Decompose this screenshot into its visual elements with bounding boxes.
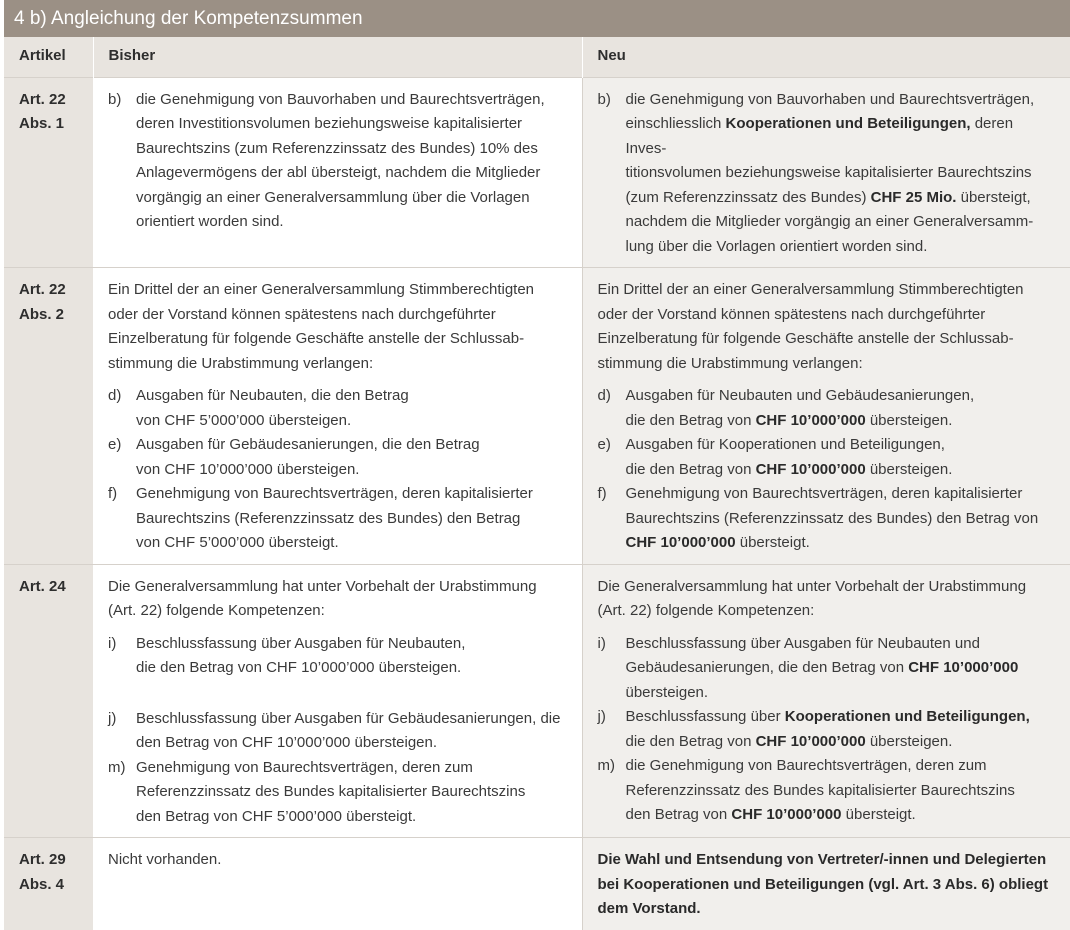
text-line: Die Generalversammlung hat unter Vorbehalt der Urabstimmung	[108, 577, 537, 595]
list-item	[598, 88, 1056, 260]
item-text	[136, 707, 567, 756]
list-item	[108, 88, 567, 235]
list-item	[108, 707, 567, 756]
bisher-cell	[93, 77, 582, 268]
item-marker: b)	[597, 90, 611, 108]
item-text	[626, 433, 1056, 482]
text-line: oder der Vorstand können spätestens nach durchgeführter	[597, 305, 986, 323]
text-span: übersteigen.	[865, 460, 953, 478]
text-span: Beschlussfassung über	[625, 708, 785, 725]
neu-cell	[582, 564, 1070, 838]
text-line: Einzelberatung für folgende Geschäfte anstelle der Schlussab-	[108, 330, 525, 347]
text-span: übersteigen.	[865, 732, 953, 750]
text-line: von CHF 5’000’000 übersteigt.	[136, 534, 339, 551]
article-paragraph: Abs. 2	[19, 305, 65, 323]
emphasis-text: CHF 10’000’000	[755, 411, 866, 429]
item-text	[136, 88, 567, 235]
list-item	[598, 754, 1056, 828]
text-line: Ausgaben für Neubauten, die den Betrag	[136, 387, 409, 404]
text-line: den Betrag von CHF 10’000’000 übersteigen.	[136, 734, 438, 751]
article-paragraph: Abs. 1	[19, 115, 65, 132]
item-marker: j)	[108, 709, 117, 727]
text-line: übersteigen.	[625, 683, 709, 701]
item-text	[626, 754, 1056, 828]
text-line: Ein Drittel der an einer Generalversammlung Stimmberechtigten	[108, 281, 535, 298]
text-line	[626, 531, 1056, 556]
text-line: Referenzzinssatz des Bundes kapitalisierter Baurechtszins	[625, 781, 1015, 799]
item-marker: e)	[108, 436, 122, 453]
item-text	[626, 88, 1056, 260]
text-line	[626, 730, 1056, 755]
text-line	[626, 409, 1056, 434]
list-item	[598, 384, 1056, 433]
article-cell	[4, 77, 93, 268]
list-item	[108, 384, 567, 433]
intro-paragraph	[598, 575, 1056, 624]
text-line	[626, 656, 1056, 681]
item-marker: j)	[597, 708, 606, 725]
text-line: Baurechtszins (Referenzzinssatz des Bundes) den Betrag	[136, 509, 521, 527]
text-line: stimmung die Urabstimmung verlangen:	[597, 354, 863, 372]
item-marker: e)	[597, 436, 611, 453]
text-line: bei Kooperationen und Beteiligungen (vgl. Art. 3 Abs. 6) obliegt	[597, 875, 1049, 893]
item-marker: m)	[597, 757, 615, 774]
table-row	[4, 77, 1070, 268]
intro-paragraph	[108, 278, 567, 376]
item-marker: f)	[597, 485, 607, 502]
bisher-cell	[93, 838, 582, 930]
item-text	[626, 482, 1056, 556]
header-artikel: Artikel	[4, 37, 93, 77]
comparison-table	[4, 37, 1070, 930]
neu-cell	[582, 77, 1070, 268]
article-number: Art. 29	[19, 851, 66, 868]
list-item	[598, 433, 1056, 482]
table-row	[4, 268, 1070, 565]
emphasis-text: Kooperationen und Beteiligungen,	[725, 115, 971, 132]
text-line: Genehmigung von Baurechtsverträgen, deren kapitalisierter	[136, 485, 533, 502]
text-line: von CHF 5’000’000 übersteigen.	[136, 411, 352, 429]
list-item	[598, 482, 1056, 556]
text-line: Anlagevermögens der abl übersteigt, nachdem die Mitglieder	[136, 164, 541, 181]
item-text	[136, 384, 567, 433]
text-line: den Betrag von CHF 5’000’000 übersteigt.	[136, 807, 417, 825]
text-line: Die Generalversammlung hat unter Vorbehalt der Urabstimmung	[597, 577, 1027, 595]
emphasis-text: CHF 10’000’000	[755, 732, 866, 750]
item-text	[626, 632, 1056, 706]
text-span: einschliesslich	[625, 115, 726, 132]
text-line: Ein Drittel der an einer Generalversammlung Stimmberechtigten	[597, 281, 1024, 298]
text-line	[626, 803, 1056, 828]
text-span: übersteigt.	[735, 534, 810, 551]
text-line: von CHF 10’000’000 übersteigen.	[136, 460, 360, 478]
text-span: übersteigen.	[865, 411, 953, 429]
text-line: Genehmigung von Baurechtsverträgen, deren zum	[136, 758, 473, 776]
item-marker: d)	[108, 387, 122, 404]
new-provision-text	[598, 848, 1056, 922]
item-text	[136, 482, 567, 556]
text-span: die den Betrag von	[625, 460, 756, 478]
list-item	[108, 632, 567, 681]
item-marker: b)	[108, 90, 122, 108]
text-line: die Genehmigung von Baurechtsverträgen, deren zum	[625, 757, 987, 774]
text-line: die Genehmigung von Bauvorhaben und Baurechtsverträgen,	[136, 90, 545, 108]
text-line: Beschlussfassung über Ausgaben für Gebäudesanierungen, die	[136, 709, 561, 727]
amendment-table-container	[4, 0, 1070, 930]
neu-cell	[582, 268, 1070, 565]
article-number: Art. 22	[19, 281, 66, 298]
emphasis-text: CHF 10’000’000	[731, 806, 842, 823]
item-marker: i)	[597, 634, 606, 652]
text-line: (Art. 22) folgende Kompetenzen:	[108, 602, 325, 619]
item-marker: d)	[597, 387, 611, 404]
emphasis-text: Kooperationen und Beteiligungen,	[784, 708, 1030, 725]
emphasis-text: CHF 25 Mio.	[870, 188, 957, 206]
text-line: Ausgaben für Gebäudesanierungen, die den Betrag	[136, 436, 480, 453]
table-row	[4, 564, 1070, 838]
text-line: dem Vorstand.	[597, 900, 701, 917]
header-row	[4, 37, 1070, 77]
item-marker: m)	[108, 758, 126, 776]
article-cell	[4, 838, 93, 930]
text-line: Einzelberatung für folgende Geschäfte anstelle der Schlussab-	[597, 330, 1014, 347]
list-item	[108, 433, 567, 482]
item-marker: f)	[108, 485, 118, 502]
intro-paragraph	[598, 278, 1056, 376]
list-item	[108, 756, 567, 830]
emphasis-text: CHF 10’000’000	[625, 534, 736, 551]
text-span: übersteigt,	[956, 188, 1031, 206]
text-line: Beschlussfassung über Ausgaben für Neubauten und	[625, 634, 980, 652]
list-item	[108, 482, 567, 556]
emphasis-text: CHF 10’000’000	[755, 460, 866, 478]
text-line: deren Investitionsvolumen beziehungsweise kapitalisierter	[136, 115, 523, 132]
text-line	[626, 705, 1056, 730]
item-marker: i)	[108, 634, 117, 652]
table-row	[4, 838, 1070, 930]
text-line: lung über die Vorlagen orientiert worden sind.	[625, 237, 928, 255]
text-line: Baurechtszins (Referenzzinssatz des Bundes) den Betrag von	[625, 509, 1039, 527]
text-span: (zum Referenzzinssatz des Bundes)	[625, 188, 871, 206]
article-cell	[4, 268, 93, 565]
text-line: nachdem die Mitglieder vorgängig an einer Generalversamm-	[625, 213, 1034, 230]
text-line	[626, 458, 1056, 483]
article-number: Art. 22	[19, 90, 66, 108]
neu-cell	[582, 838, 1070, 930]
emphasis-text: CHF 10’000’000	[908, 659, 1019, 676]
text-span: die den Betrag von	[625, 732, 756, 750]
text-line: die Genehmigung von Bauvorhaben und Baurechtsverträgen,	[625, 90, 1035, 108]
text-line: oder der Vorstand können spätestens nach durchgeführter	[108, 305, 496, 323]
text-line: Beschlussfassung über Ausgaben für Neubauten,	[136, 634, 466, 652]
text-span: die den Betrag von	[625, 411, 756, 429]
text-span: übersteigt.	[841, 806, 916, 823]
article-paragraph: Abs. 4	[19, 875, 65, 893]
item-text	[136, 756, 567, 830]
bisher-cell	[93, 564, 582, 838]
list-item	[598, 632, 1056, 706]
item-text	[626, 384, 1056, 433]
section-title: 4 b) Angleichung der Kompetenzsummen	[4, 0, 1070, 37]
item-text	[136, 433, 567, 482]
text-line: titionsvolumen beziehungsweise kapitalisierter Baurechtszins	[625, 164, 1032, 181]
text-line: Ausgaben für Kooperationen und Beteiligungen,	[625, 436, 945, 453]
article-cell	[4, 564, 93, 838]
text-line: Die Wahl und Entsendung von Vertreter/-innen und Delegierten	[597, 851, 1047, 868]
text-span: den Betrag von	[625, 806, 732, 823]
text-span: deren Inves-	[625, 115, 1014, 157]
text-span: Gebäudesanierungen, die den Betrag von	[625, 659, 909, 676]
text-line: vorgängig an einer Generalversammlung über die Vorlagen	[136, 188, 530, 206]
text-line: Referenzzinssatz des Bundes kapitalisierter Baurechtszins	[136, 783, 526, 800]
header-neu: Neu	[582, 37, 1070, 77]
text-line	[626, 112, 1056, 161]
text-line: orientiert worden sind.	[136, 213, 284, 230]
item-text	[626, 705, 1056, 754]
text-line: Genehmigung von Baurechtsverträgen, deren kapitalisierter	[625, 485, 1023, 502]
list-item	[598, 705, 1056, 754]
text-line: (Art. 22) folgende Kompetenzen:	[597, 602, 815, 619]
text-line: die den Betrag von CHF 10’000’000 übersteigen.	[136, 659, 462, 676]
item-text	[136, 632, 567, 681]
not-present-text: Nicht vorhanden.	[108, 851, 222, 868]
article-number: Art. 24	[19, 577, 66, 595]
text-line: Baurechtszins (zum Referenzzinssatz des Bundes) 10% des	[136, 139, 538, 157]
bisher-cell	[93, 268, 582, 565]
intro-paragraph	[108, 575, 567, 624]
text-line: stimmung die Urabstimmung verlangen:	[108, 354, 374, 372]
text-line: Ausgaben für Neubauten und Gebäudesanierungen,	[625, 387, 975, 404]
header-bisher: Bisher	[93, 37, 582, 77]
text-line	[626, 186, 1056, 211]
